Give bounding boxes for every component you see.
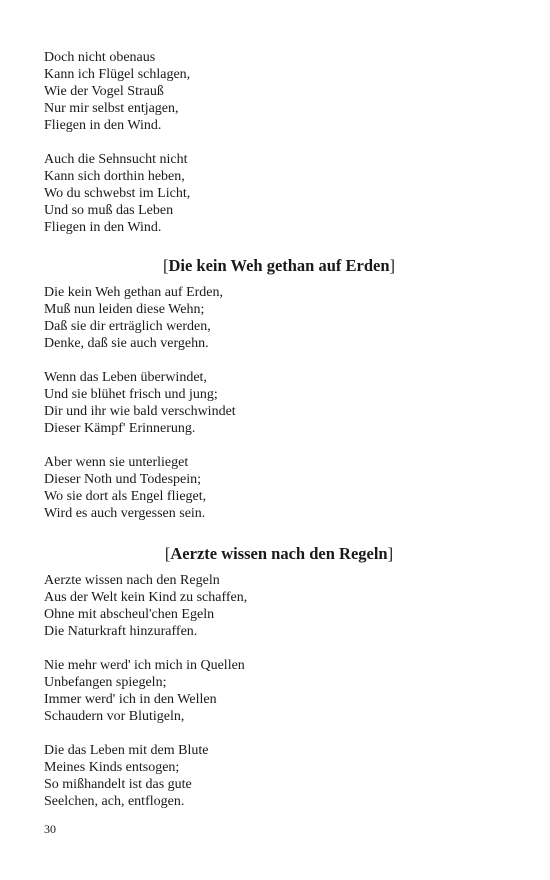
poem-title bbox=[44, 544, 514, 564]
stanza-1 bbox=[44, 572, 514, 640]
stanza-3 bbox=[44, 742, 514, 810]
stanza-2 bbox=[44, 657, 514, 725]
verse-line: Muß nun leiden diese Wehn; bbox=[44, 302, 205, 317]
verse-line: Fliegen in den Wind. bbox=[44, 220, 162, 235]
page-number: 30 bbox=[44, 822, 56, 836]
verse-line: Wie der Vogel Strauß bbox=[44, 84, 164, 99]
verse-line: Die kein Weh gethan auf Erden, bbox=[44, 285, 223, 300]
verse-line: Und so muß das Leben bbox=[44, 203, 174, 218]
title-bracket-close: ] bbox=[387, 544, 394, 563]
title-bracket-close: ] bbox=[389, 256, 396, 275]
verse-line: Aus der Welt kein Kind zu schaffen, bbox=[44, 590, 248, 605]
verse-line: Dieser Kämpf' Erinnerung. bbox=[44, 421, 196, 436]
verse-line: Wo sie dort als Engel flieget, bbox=[44, 489, 207, 504]
page-body bbox=[44, 49, 514, 810]
verse-line: Aerzte wissen nach den Regeln bbox=[44, 573, 220, 588]
verse-line: Meines Kinds entsogen; bbox=[44, 760, 180, 775]
verse-line: Fliegen in den Wind. bbox=[44, 118, 162, 133]
verse-line: Denke, daß sie auch vergehn. bbox=[44, 336, 209, 351]
poem-title-text: Aerzte wissen nach den Regeln bbox=[170, 544, 388, 563]
verse-line: Kann ich Flügel schlagen, bbox=[44, 67, 191, 82]
verse-line: Ohne mit abscheul'chen Egeln bbox=[44, 607, 215, 622]
stanza-3 bbox=[44, 454, 514, 522]
verse-line: Aber wenn sie unterlieget bbox=[44, 455, 189, 470]
poem-title-text: Die kein Weh gethan auf Erden bbox=[168, 256, 390, 275]
verse-line: Doch nicht obenaus bbox=[44, 50, 156, 65]
stanza-1 bbox=[44, 284, 514, 352]
verse-line: Unbefangen spiegeln; bbox=[44, 675, 167, 690]
verse-line: Wenn das Leben überwindet, bbox=[44, 370, 207, 385]
title-bracket-open: [ bbox=[162, 256, 169, 275]
verse-line: Kann sich dorthin heben, bbox=[44, 169, 185, 184]
verse-line: Seelchen, ach, entflogen. bbox=[44, 794, 185, 809]
verse-line: Die das Leben mit dem Blute bbox=[44, 743, 209, 758]
stanza-2 bbox=[44, 151, 514, 236]
stanza-1 bbox=[44, 49, 514, 134]
verse-line: Dir und ihr wie bald verschwindet bbox=[44, 404, 236, 419]
verse-line: So mißhandelt ist das gute bbox=[44, 777, 192, 792]
title-bracket-open: [ bbox=[164, 544, 171, 563]
verse-line: Schaudern vor Blutigeln, bbox=[44, 709, 185, 724]
verse-line: Wo du schwebst im Licht, bbox=[44, 186, 191, 201]
poem-title bbox=[44, 256, 514, 276]
verse-line: Die Naturkraft hinzuraffen. bbox=[44, 624, 198, 639]
verse-line: Wird es auch vergessen sein. bbox=[44, 506, 206, 521]
verse-line: Nie mehr werd' ich mich in Quellen bbox=[44, 658, 245, 673]
verse-line: Daß sie dir erträglich werden, bbox=[44, 319, 211, 334]
verse-line: Auch die Sehnsucht nicht bbox=[44, 152, 188, 167]
verse-line: Immer werd' ich in den Wellen bbox=[44, 692, 217, 707]
verse-line: Nur mir selbst entjagen, bbox=[44, 101, 179, 116]
stanza-2 bbox=[44, 369, 514, 437]
verse-line: Dieser Noth und Todespein; bbox=[44, 472, 202, 487]
verse-line: Und sie blühet frisch und jung; bbox=[44, 387, 218, 402]
